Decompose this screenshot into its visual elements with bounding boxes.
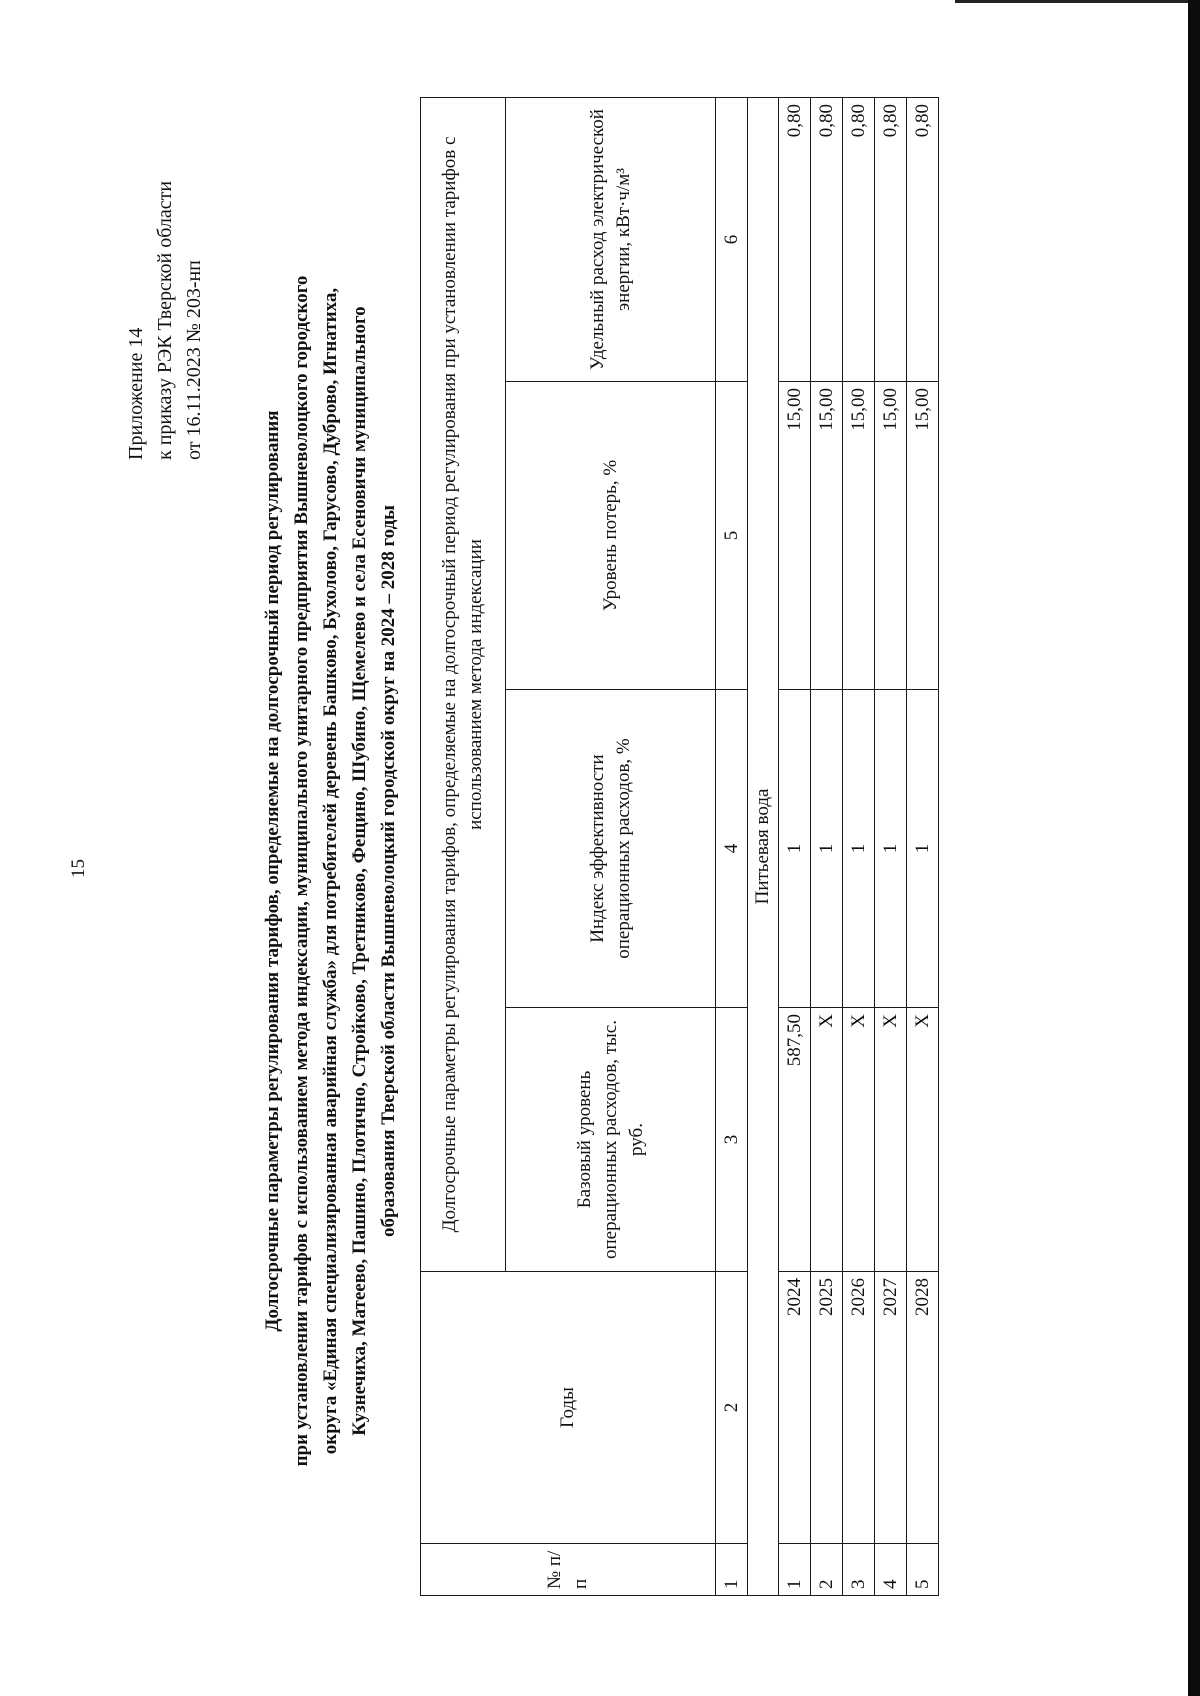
col-number: 4 [716,690,748,1008]
col-number: 2 [716,1272,748,1544]
document-title [258,216,403,1526]
header-col-4: Индекс эффективности операционных расходов, % [506,690,716,1008]
title-line-4: Кузнечиха, Матеево, Пашино, Плотично, Стройково, Третниково, Фещино, Шубино, Щемелево и села Есеновичи муниципального [349,306,370,1436]
header-col-3: Базовый уровень операционных расходов, тыс. руб. [506,1008,716,1272]
col-number: 3 [716,1008,748,1272]
cell-losses: 15,00 [811,382,843,690]
title-line-2: при установлении тарифов с использованием метода индексации, муниципального унитарного предприятия Вышневолоцкого городского [291,275,312,1467]
table-row [811,97,843,1595]
appendix-note [122,181,209,460]
cell-base: Х [843,1008,875,1272]
cell-base: 587,50 [779,1008,811,1272]
cell-losses: 15,00 [843,382,875,690]
cell-index: 1 [779,690,811,1008]
cell-num: 3 [843,1544,875,1596]
cell-year: 2027 [875,1272,907,1544]
cell-base: Х [907,1008,939,1272]
cell-index: 1 [811,690,843,1008]
header-col-6: Удельный расход электрической энергии, кВт·ч/м³ [506,97,716,381]
cell-base: Х [811,1008,843,1272]
header-col-5: Уровень потерь, % [506,382,716,690]
section-row [748,97,779,1595]
cell-year: 2025 [811,1272,843,1544]
title-line-5: образования Тверской области Вышневолоцкий городской округ на 2024 – 2028 годы [378,504,399,1238]
header-years: Годы [421,1272,716,1544]
title-line-3: округа «Единая специализированная аварийная служба» для потребителей деревень Башково, Бухолово, Гарусово, Дуброво, Игнатиха, [320,287,341,1455]
cell-index: 1 [907,690,939,1008]
cell-energy: 0,80 [811,97,843,381]
cell-index: 1 [875,690,907,1008]
cell-base: Х [875,1008,907,1272]
cell-energy: 0,80 [843,97,875,381]
cell-num: 1 [779,1544,811,1596]
parameters-table [420,97,939,1596]
cell-year: 2028 [907,1272,939,1544]
header-group: Долгосрочные параметры регулирования тарифов, определяемые на долгосрочный период регулирования при установлении тарифов с использованием метода индексации [421,97,506,1271]
page-number: 15 [68,859,89,878]
header-row-1 [421,97,506,1595]
col-number: 1 [716,1544,748,1596]
cell-energy: 0,80 [779,97,811,381]
table-row [875,97,907,1595]
cell-losses: 15,00 [875,382,907,690]
col-number: 5 [716,382,748,690]
cell-index: 1 [843,690,875,1008]
section-title: Питьевая вода [748,97,779,1595]
title-line-1: Долгосрочные параметры регулирования тарифов, определяемые на долгосрочный период регулирования [262,410,283,1332]
cell-losses: 15,00 [907,382,939,690]
cell-num: 2 [811,1544,843,1596]
cell-year: 2024 [779,1272,811,1544]
appendix-line-3: от 16.11.2023 № 203-нп [183,260,205,460]
cell-losses: 15,00 [779,382,811,690]
header-num: № п/п [421,1544,716,1596]
cell-energy: 0,80 [907,97,939,381]
column-numbers-row [716,97,748,1595]
table-row [779,97,811,1595]
table-row [843,97,875,1595]
cell-year: 2026 [843,1272,875,1544]
appendix-line-2: к приказу РЭК Тверской области [154,180,176,460]
table-row [907,97,939,1595]
col-number: 6 [716,97,748,381]
cell-num: 5 [907,1544,939,1596]
cell-energy: 0,80 [875,97,907,381]
cell-num: 4 [875,1544,907,1596]
appendix-line-1: Приложение 14 [125,327,147,460]
